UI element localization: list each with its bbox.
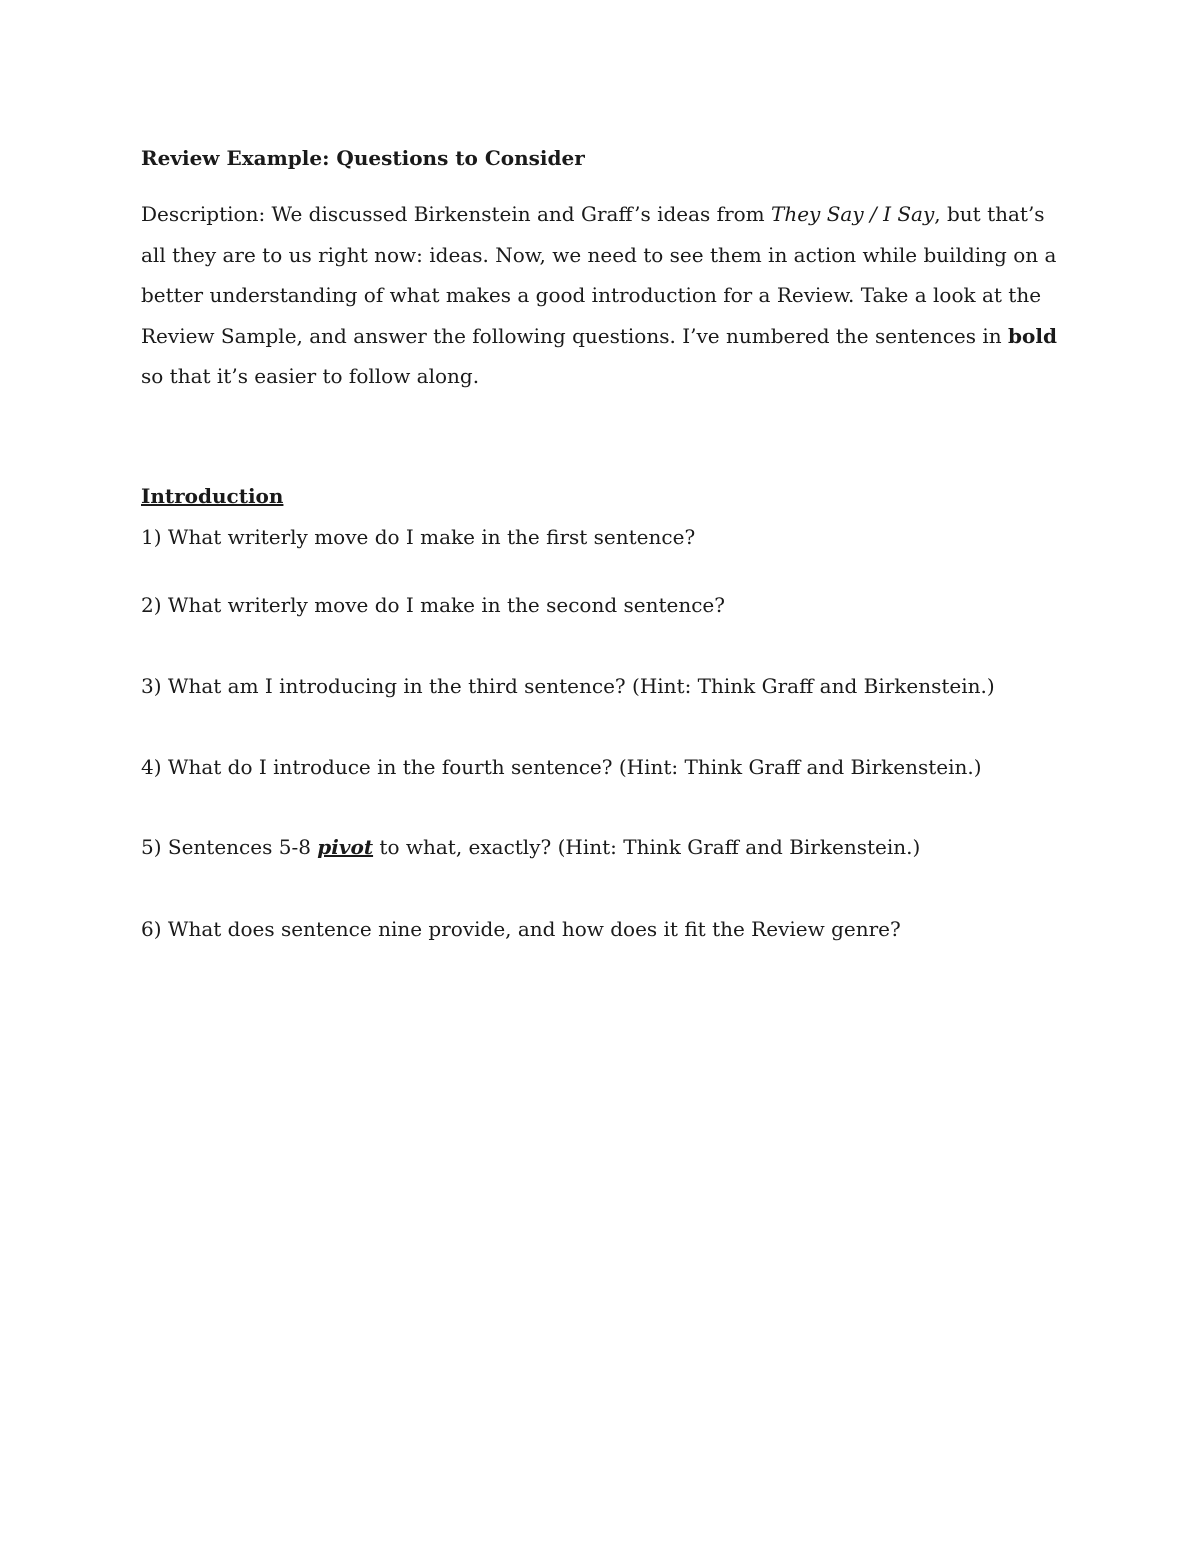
section-heading-introduction: Introduction bbox=[141, 484, 284, 508]
question-6: 6) What does sentence nine provide, and how does it fit the Review genre? bbox=[141, 917, 901, 941]
question-3: 3) What am I introducing in the third sentence? (Hint: Think Graff and Birkenstein.) bbox=[141, 674, 995, 698]
description-text-1: Description: We discussed Birkenstein and Graff’s ideas from bbox=[141, 202, 771, 226]
document-title: Review Example: Questions to Consider bbox=[141, 146, 585, 170]
question-1: 1) What writerly move do I make in the first sentence? bbox=[141, 525, 696, 549]
question-4: 4) What do I introduce in the fourth sentence? (Hint: Think Graff and Birkenstein.) bbox=[141, 755, 982, 779]
book-title: They Say / I Say bbox=[771, 202, 935, 226]
description-paragraph bbox=[141, 194, 1071, 397]
pivot-emphasis: pivot bbox=[317, 835, 374, 859]
question-5 bbox=[141, 835, 920, 859]
question-5-suffix: to what, exactly? (Hint: Think Graff and Birkenstein.) bbox=[373, 835, 921, 859]
description-text-2: , but that’s all they are to us right now: ideas. Now, we need to see them in action while building on a better understanding of what makes a good introduction for a Review. Take a look at the Review Sample, and answer the following questions. I’ve numbered the sentences in bbox=[141, 202, 1057, 348]
question-5-prefix: 5) Sentences 5-8 bbox=[141, 835, 318, 859]
question-2: 2) What writerly move do I make in the second sentence? bbox=[141, 593, 725, 617]
description-text-3: so that it’s easier to follow along. bbox=[141, 364, 480, 389]
bold-word: bold bbox=[1008, 323, 1057, 348]
